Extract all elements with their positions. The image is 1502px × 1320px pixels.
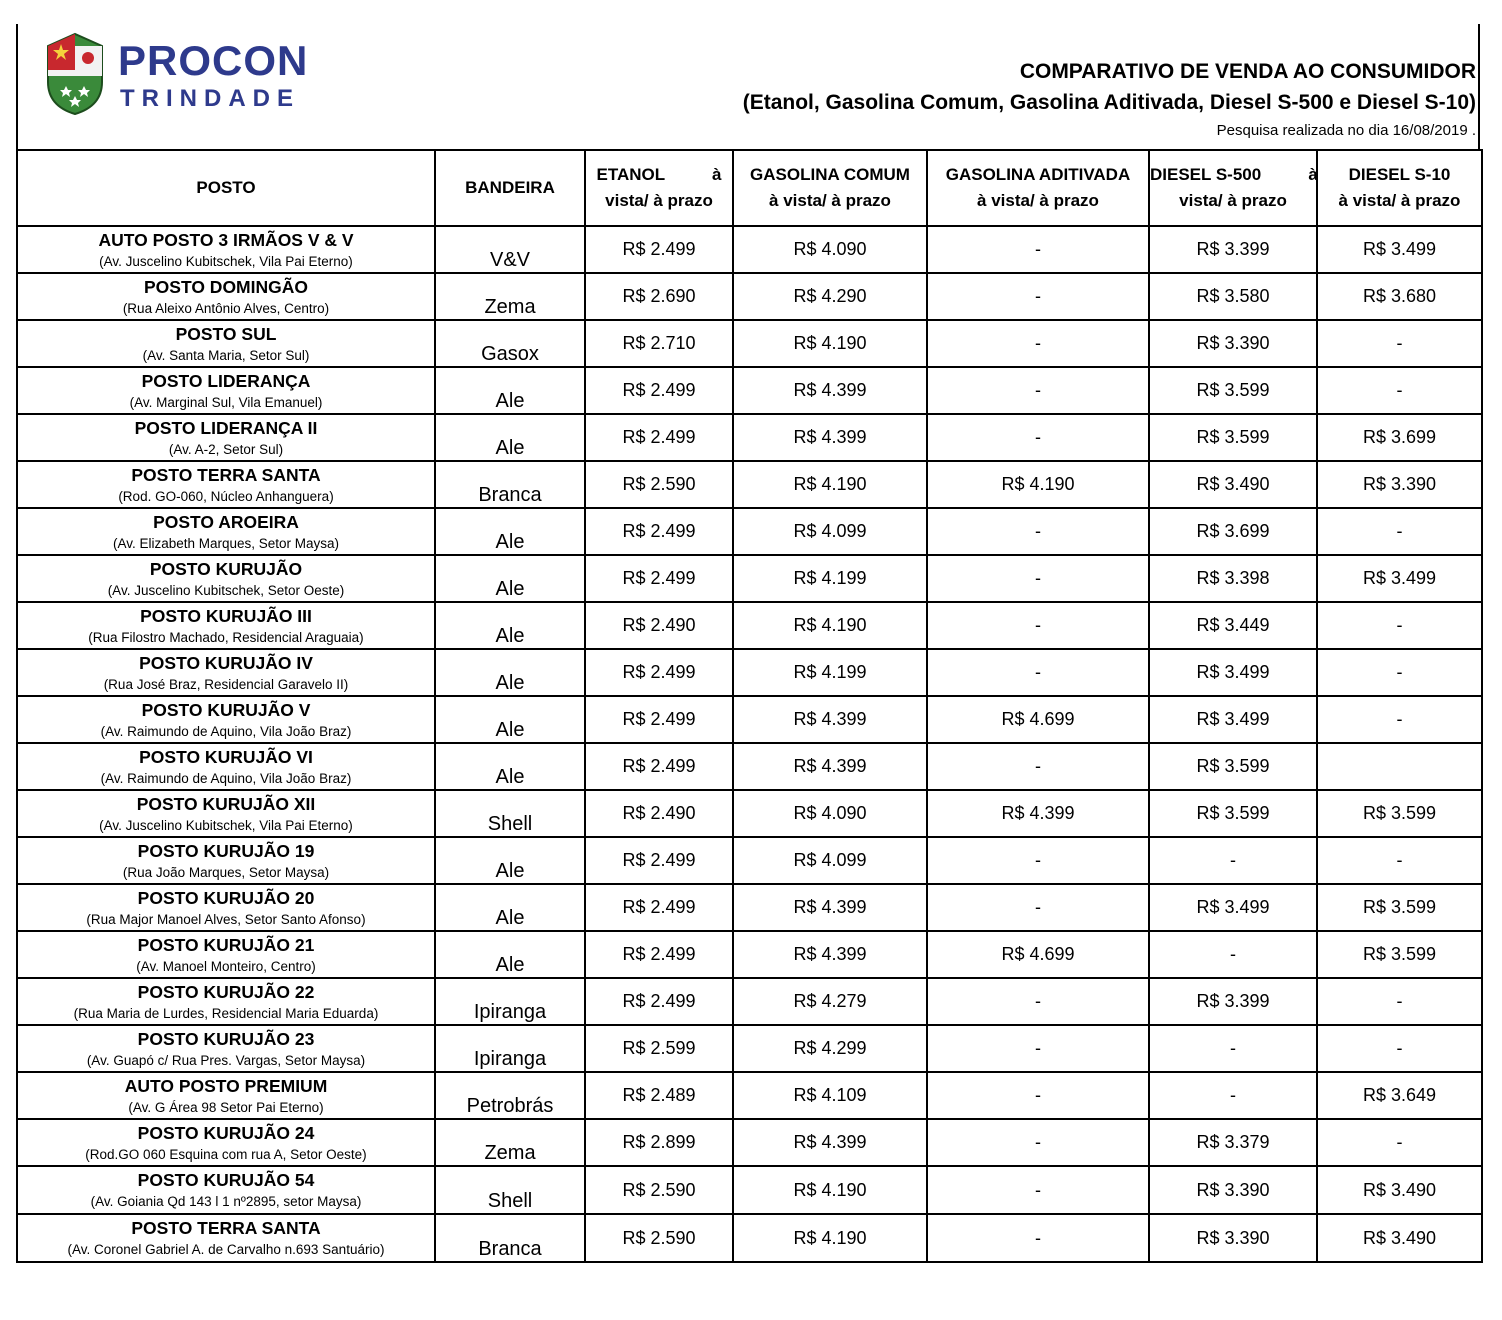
cell-posto [17,743,435,790]
frame-right-border [1478,24,1480,150]
cell-posto [17,414,435,461]
cell-bandeira: Ale [435,508,585,555]
column-header-diesel-s10: DIESEL S-10 à vista/ à prazo [1317,150,1482,226]
station-address: (Av. Santa Maria, Setor Sul) [142,348,310,363]
station-name: POSTO LIDERANÇA [141,371,311,391]
fuel-price-table [16,149,1483,1263]
cell-bandeira: Ipiranga [435,978,585,1025]
cell-gasolina-aditivada: - [927,837,1149,884]
cell-gasolina-comum: R$ 4.399 [733,696,927,743]
cell-gasolina-comum: R$ 4.190 [733,461,927,508]
cell-gasolina-aditivada: - [927,1119,1149,1166]
cell-diesel-s10: - [1317,508,1482,555]
station-name: POSTO KURUJÃO 19 [137,841,315,861]
cell-gasolina-comum: R$ 4.199 [733,555,927,602]
station-address: (Rod. GO-060, Núcleo Anhanguera) [118,489,334,504]
cell-etanol: R$ 2.499 [585,978,733,1025]
logo-brand-procon: PROCON [118,37,309,84]
cell-etanol: R$ 2.599 [585,1025,733,1072]
cell-posto [17,273,435,320]
cell-etanol: R$ 2.489 [585,1072,733,1119]
cell-gasolina-aditivada: R$ 4.190 [927,461,1149,508]
cell-gasolina-comum: R$ 4.190 [733,602,927,649]
cell-diesel-s10: R$ 3.599 [1317,884,1482,931]
cell-gasolina-aditivada: - [927,978,1149,1025]
cell-diesel-s500: R$ 3.599 [1149,414,1317,461]
station-name: POSTO AROEIRA [153,512,299,532]
cell-bandeira: Ale [435,367,585,414]
cell-diesel-s10: - [1317,649,1482,696]
cell-gasolina-aditivada: R$ 4.399 [927,790,1149,837]
cell-gasolina-comum: R$ 4.399 [733,743,927,790]
cell-posto [17,837,435,884]
cell-diesel-s10: - [1317,978,1482,1025]
cell-gasolina-comum: R$ 4.399 [733,414,927,461]
cell-gasolina-aditivada: - [927,414,1149,461]
station-name: POSTO KURUJÃO 20 [137,888,315,908]
trindade-coat-of-arms-icon [44,32,106,116]
cell-gasolina-comum: R$ 4.109 [733,1072,927,1119]
cell-diesel-s10: R$ 3.499 [1317,226,1482,273]
table-row [17,743,1482,790]
cell-diesel-s500: R$ 3.399 [1149,226,1317,273]
cell-posto [17,226,435,273]
cell-gasolina-aditivada: R$ 4.699 [927,696,1149,743]
frame-left-border [16,24,18,150]
cell-gasolina-comum: R$ 4.090 [733,790,927,837]
cell-gasolina-aditivada: - [927,508,1149,555]
cell-diesel-s10: - [1317,1119,1482,1166]
cell-etanol: R$ 2.899 [585,1119,733,1166]
cell-gasolina-comum: R$ 4.190 [733,1166,927,1214]
table-row [17,555,1482,602]
document-title: COMPARATIVO DE VENDA AO CONSUMIDOR [1019,60,1476,83]
table-row [17,837,1482,884]
station-name: POSTO KURUJÃO 54 [137,1170,315,1190]
cell-bandeira: Gasox [435,320,585,367]
station-address: (Av. Juscelino Kubitschek, Setor Oeste) [107,583,345,598]
cell-etanol: R$ 2.499 [585,884,733,931]
cell-etanol: R$ 2.499 [585,931,733,978]
station-address: (Av. Raimundo de Aquino, Vila João Braz) [100,724,352,739]
cell-gasolina-aditivada: - [927,273,1149,320]
cell-diesel-s500: - [1149,1025,1317,1072]
column-header-bandeira: BANDEIRA [435,150,585,226]
cell-diesel-s10: R$ 3.649 [1317,1072,1482,1119]
cell-diesel-s500: - [1149,837,1317,884]
cell-diesel-s500: R$ 3.399 [1149,978,1317,1025]
cell-etanol: R$ 2.499 [585,649,733,696]
station-name: POSTO KURUJÃO 22 [137,982,315,1002]
station-name: POSTO TERRA SANTA [131,1218,321,1238]
cell-etanol: R$ 2.499 [585,555,733,602]
station-address: (Av. A-2, Setor Sul) [168,442,284,457]
document-subtitle: (Etanol, Gasolina Comum, Gasolina Aditivada, Diesel S-500 e Diesel S-10) [742,91,1476,114]
cell-gasolina-aditivada: - [927,320,1149,367]
cell-gasolina-comum: R$ 4.099 [733,837,927,884]
cell-bandeira: Ale [435,555,585,602]
cell-diesel-s10: R$ 3.699 [1317,414,1482,461]
cell-bandeira: Ipiranga [435,1025,585,1072]
station-name: POSTO KURUJÃO 23 [137,1029,315,1049]
cell-diesel-s10: - [1317,602,1482,649]
table-row [17,1072,1482,1119]
cell-posto [17,1166,435,1214]
cell-diesel-s500: R$ 3.390 [1149,320,1317,367]
cell-diesel-s10: R$ 3.490 [1317,1214,1482,1262]
cell-diesel-s500: - [1149,1072,1317,1119]
table-header-row [17,150,1482,226]
table-row [17,602,1482,649]
cell-diesel-s500: R$ 3.499 [1149,649,1317,696]
cell-bandeira: Ale [435,837,585,884]
table-row [17,931,1482,978]
station-address: (Rua Major Manoel Alves, Setor Santo Afonso) [86,912,366,927]
cell-diesel-s10: R$ 3.680 [1317,273,1482,320]
table-row [17,649,1482,696]
cell-diesel-s500: R$ 3.390 [1149,1166,1317,1214]
table-row [17,696,1482,743]
station-address: (Rua Maria de Lurdes, Residencial Maria Eduarda) [73,1006,379,1021]
cell-bandeira: Shell [435,790,585,837]
station-name: POSTO KURUJÃO 24 [137,1123,315,1143]
station-address: (Rod.GO 060 Esquina com rua A, Setor Oeste) [85,1147,367,1162]
cell-gasolina-comum: R$ 4.199 [733,649,927,696]
cell-posto [17,320,435,367]
station-address: (Av. Marginal Sul, Vila Emanuel) [129,395,323,410]
cell-gasolina-aditivada: - [927,367,1149,414]
cell-posto [17,461,435,508]
table-row [17,273,1482,320]
station-address: (Av. Goiania Qd 143 l 1 nº2895, setor Maysa) [90,1194,362,1209]
station-name: POSTO KURUJÃO 21 [137,935,315,955]
station-address: (Av. Guapó c/ Rua Pres. Vargas, Setor Maysa) [86,1053,366,1068]
cell-posto [17,508,435,555]
station-name: POSTO KURUJÃO III [140,606,312,626]
station-address: (Av. G Área 98 Setor Pai Eterno) [128,1100,324,1115]
table-row [17,320,1482,367]
table-row [17,978,1482,1025]
cell-diesel-s500: R$ 3.599 [1149,743,1317,790]
cell-bandeira: Shell [435,1166,585,1214]
cell-etanol: R$ 2.710 [585,320,733,367]
station-name: POSTO LIDERANÇA II [134,418,318,438]
cell-diesel-s10: - [1317,367,1482,414]
table-row [17,508,1482,555]
cell-gasolina-comum: R$ 4.099 [733,508,927,555]
station-address: (Rua Filostro Machado, Residencial Araguaia) [88,630,364,645]
station-address: (Av. Juscelino Kubitschek, Vila Pai Eterno) [99,818,353,833]
cell-bandeira: Ale [435,602,585,649]
survey-date-note: Pesquisa realizada no dia 16/08/2019 . [1216,122,1476,139]
station-name: AUTO POSTO PREMIUM [124,1076,328,1096]
cell-etanol: R$ 2.490 [585,790,733,837]
cell-posto [17,1119,435,1166]
cell-bandeira: Ale [435,931,585,978]
column-header-diesel-s500: DIESEL S-500 à vista/ à prazo [1149,150,1317,226]
cell-etanol: R$ 2.590 [585,1214,733,1262]
cell-gasolina-aditivada: - [927,1025,1149,1072]
cell-posto [17,1072,435,1119]
cell-bandeira: Branca [435,461,585,508]
cell-diesel-s10 [1317,743,1482,790]
station-name: POSTO SUL [175,324,277,344]
cell-gasolina-comum: R$ 4.090 [733,226,927,273]
cell-diesel-s500: - [1149,931,1317,978]
station-name: POSTO KURUJÃO V [141,700,311,720]
cell-etanol: R$ 2.499 [585,743,733,790]
cell-gasolina-aditivada: - [927,226,1149,273]
cell-gasolina-comum: R$ 4.399 [733,367,927,414]
column-header-etanol: ETANOL à vista/ à prazo [585,150,733,226]
cell-diesel-s10: R$ 3.499 [1317,555,1482,602]
cell-posto [17,1214,435,1262]
cell-etanol: R$ 2.499 [585,226,733,273]
table-row [17,367,1482,414]
cell-posto [17,555,435,602]
table-row [17,1025,1482,1072]
cell-bandeira: V&V [435,226,585,273]
cell-gasolina-comum: R$ 4.399 [733,1119,927,1166]
cell-gasolina-aditivada: - [927,743,1149,790]
cell-gasolina-comum: R$ 4.190 [733,320,927,367]
cell-diesel-s10: R$ 3.490 [1317,1166,1482,1214]
table-row [17,790,1482,837]
cell-posto [17,696,435,743]
cell-bandeira: Ale [435,696,585,743]
cell-gasolina-aditivada: - [927,1166,1149,1214]
cell-diesel-s10: R$ 3.599 [1317,931,1482,978]
cell-bandeira: Zema [435,1119,585,1166]
cell-etanol: R$ 2.499 [585,696,733,743]
cell-gasolina-comum: R$ 4.399 [733,884,927,931]
table-row [17,414,1482,461]
cell-gasolina-comum: R$ 4.399 [733,931,927,978]
cell-diesel-s500: R$ 3.599 [1149,367,1317,414]
logo-brand-trindade: TRINDADE [120,85,300,112]
cell-etanol: R$ 2.499 [585,837,733,884]
cell-etanol: R$ 2.499 [585,414,733,461]
station-address: (Av. Raimundo de Aquino, Vila João Braz) [100,771,352,786]
cell-diesel-s10: - [1317,837,1482,884]
table-row [17,226,1482,273]
cell-posto [17,602,435,649]
cell-diesel-s10: - [1317,1025,1482,1072]
station-name: POSTO KURUJÃO VI [139,747,313,767]
cell-etanol: R$ 2.499 [585,508,733,555]
column-header-gasolina-comum: GASOLINA COMUM à vista/ à prazo [733,150,927,226]
station-name: POSTO DOMINGÃO [144,277,308,297]
cell-diesel-s10: - [1317,320,1482,367]
cell-gasolina-aditivada: - [927,1072,1149,1119]
cell-gasolina-aditivada: - [927,602,1149,649]
table-row [17,1119,1482,1166]
cell-posto [17,367,435,414]
station-name: POSTO KURUJÃO IV [139,653,313,673]
cell-diesel-s500: R$ 3.390 [1149,1214,1317,1262]
cell-bandeira: Ale [435,743,585,790]
table-row [17,1214,1482,1262]
cell-gasolina-comum: R$ 4.290 [733,273,927,320]
station-address: (Av. Coronel Gabriel A. de Carvalho n.693 Santuário) [67,1242,385,1257]
cell-diesel-s500: R$ 3.699 [1149,508,1317,555]
cell-etanol: R$ 2.499 [585,367,733,414]
cell-diesel-s10: - [1317,696,1482,743]
cell-bandeira: Zema [435,273,585,320]
cell-gasolina-aditivada: R$ 4.699 [927,931,1149,978]
cell-posto [17,931,435,978]
cell-diesel-s500: R$ 3.580 [1149,273,1317,320]
cell-gasolina-aditivada: - [927,649,1149,696]
table-row [17,461,1482,508]
cell-gasolina-comum: R$ 4.299 [733,1025,927,1072]
cell-gasolina-aditivada: - [927,555,1149,602]
cell-gasolina-aditivada: - [927,884,1149,931]
cell-diesel-s500: R$ 3.499 [1149,696,1317,743]
station-address: (Av. Elizabeth Marques, Setor Maysa) [112,536,340,551]
station-address: (Rua João Marques, Setor Maysa) [122,865,330,880]
cell-diesel-s500: R$ 3.398 [1149,555,1317,602]
cell-diesel-s500: R$ 3.449 [1149,602,1317,649]
station-address: (Rua José Braz, Residencial Garavelo II) [103,677,349,692]
cell-posto [17,649,435,696]
cell-posto [17,790,435,837]
station-address: (Av. Manoel Monteiro, Centro) [136,959,316,974]
station-name: POSTO KURUJÃO XII [136,794,316,814]
cell-gasolina-comum: R$ 4.279 [733,978,927,1025]
table-row [17,884,1482,931]
cell-bandeira: Ale [435,649,585,696]
cell-bandeira: Branca [435,1214,585,1262]
cell-posto [17,978,435,1025]
station-address: (Av. Juscelino Kubitschek, Vila Pai Eterno) [99,254,353,269]
cell-bandeira: Petrobrás [435,1072,585,1119]
column-header-posto: POSTO [17,150,435,226]
station-address: (Rua Aleixo Antônio Alves, Centro) [122,301,330,316]
cell-bandeira: Ale [435,414,585,461]
cell-diesel-s10: R$ 3.390 [1317,461,1482,508]
station-name: POSTO KURUJÃO [149,559,303,579]
station-name: POSTO TERRA SANTA [131,465,321,485]
table-row [17,1166,1482,1214]
cell-diesel-s10: R$ 3.599 [1317,790,1482,837]
cell-bandeira: Ale [435,884,585,931]
cell-gasolina-comum: R$ 4.190 [733,1214,927,1262]
column-header-gasolina-aditivada: GASOLINA ADITIVADA à vista/ à prazo [927,150,1149,226]
cell-posto [17,884,435,931]
cell-diesel-s500: R$ 3.379 [1149,1119,1317,1166]
cell-posto [17,1025,435,1072]
cell-gasolina-aditivada: - [927,1214,1149,1262]
cell-diesel-s500: R$ 3.490 [1149,461,1317,508]
station-name: AUTO POSTO 3 IRMÃOS V & V [98,230,354,250]
cell-etanol: R$ 2.590 [585,461,733,508]
cell-etanol: R$ 2.690 [585,273,733,320]
cell-etanol: R$ 2.590 [585,1166,733,1214]
procon-logo [40,30,310,120]
cell-etanol: R$ 2.490 [585,602,733,649]
cell-diesel-s500: R$ 3.499 [1149,884,1317,931]
cell-diesel-s500: R$ 3.599 [1149,790,1317,837]
